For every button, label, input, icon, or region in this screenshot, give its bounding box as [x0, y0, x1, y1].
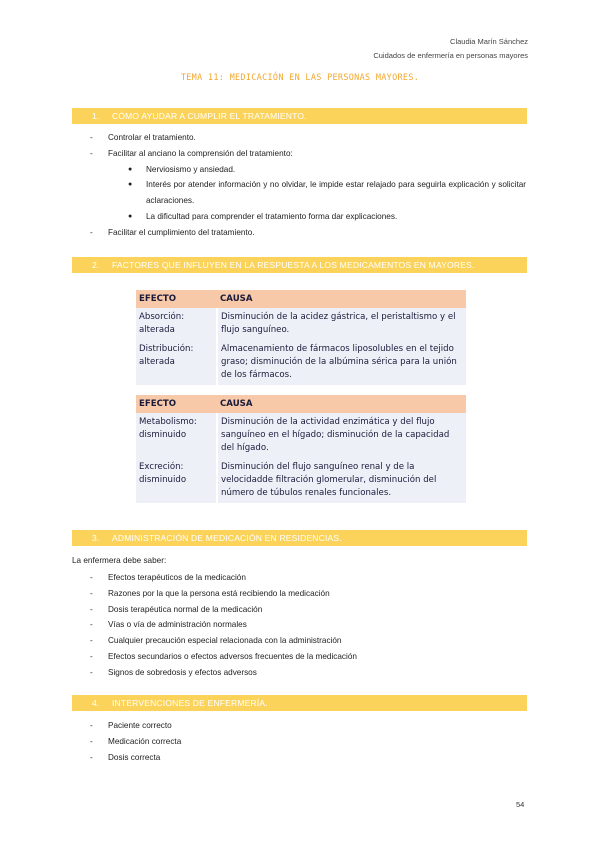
table-row — [136, 340, 466, 385]
page-number: 54 — [516, 800, 525, 809]
table-cell: Distribución: alterada — [136, 340, 217, 385]
section-heading-1 — [72, 108, 527, 124]
list-item: - Razones por la que la persona está recibiendo la medicación — [90, 588, 330, 598]
section-1-list — [90, 130, 526, 241]
list-item: - Vías o vía de administración normales — [90, 620, 247, 630]
column-header: CAUSA — [217, 395, 466, 413]
list-item: - Cualquier precaución especial relacionada con la administración — [90, 636, 342, 646]
list-item: - Controlar el tratamiento. — [90, 133, 196, 142]
sub-list-item: ● La dificultad para comprender el tratamiento forma dar explicaciones. — [128, 211, 398, 221]
header-course: Cuidados de enfermería en personas mayores — [373, 51, 528, 60]
list-item: - Facilitar al anciano la comprensión del tratamiento: — [90, 148, 293, 158]
page-title: TEMA 11: MEDICACIÓN EN LAS PERSONAS MAYORES. — [180, 73, 420, 83]
sub-list-item: ● Interés por atender información y no olvidar, le impide estar relajado para seguirla explicación y solicitar aclaraciones. — [128, 180, 526, 206]
section-number: 3. — [92, 533, 100, 543]
list-item: - Facilitar el cumplimiento del tratamiento. — [90, 227, 255, 237]
table-row — [136, 308, 466, 340]
sub-list-item: ● Nerviosismo y ansiedad. — [128, 164, 236, 174]
section-label: CÓMO AYUDAR A CUMPLIR EL TRATAMIENTO. — [112, 111, 307, 121]
column-header: EFECTO — [136, 395, 217, 413]
list-item: - Paciente correcto — [90, 721, 172, 730]
section-label: INTERVENCIONES DE ENFERMERÍA. — [112, 698, 268, 708]
table-cell: Excreción: disminuido — [136, 458, 217, 503]
section-heading-4 — [72, 695, 527, 711]
list-item: - Dosis correcta — [90, 752, 161, 762]
table-cell: Almacenamiento de fármacos liposolubles en el tejido graso; disminución de la albúmina sérica para la unión de los fármacos. — [217, 340, 466, 385]
header-author: Claudia Marín Sánchez — [450, 37, 528, 46]
column-header: CAUSA — [217, 290, 466, 308]
section-label: ADMINISTRACIÓN DE MEDICACIÓN EN RESIDENCIAS. — [112, 533, 342, 543]
table-header-row — [136, 290, 466, 308]
table-cell: Disminución de la acidez gástrica, el peristaltismo y el flujo sanguíneo. — [217, 308, 466, 340]
table-cell: Disminución del flujo sanguíneo renal y de la velocidadde filtración glomerular, disminución del número de túbulos renales funcionales. — [217, 458, 466, 503]
table-cell: Disminución de la actividad enzimática y del flujo sanguíneo en el hígado; disminución de la capacidad del hígado. — [217, 413, 466, 458]
effects-table-2 — [136, 395, 466, 503]
section-heading-2 — [72, 257, 527, 273]
list-item: - Medicación correcta — [90, 736, 182, 746]
section-4-list — [90, 718, 526, 765]
section-heading-3 — [72, 530, 527, 546]
list-item: - Efectos secundarios o efectos adversos frecuentes de la medicación — [90, 651, 357, 661]
table-header-row — [136, 395, 466, 413]
section-number: 2. — [92, 260, 100, 270]
table-row — [136, 458, 466, 503]
section-label: FACTORES QUE INFLUYEN EN LA RESPUESTA A LOS MEDICAMENTOS EN MAYORES. — [112, 260, 475, 270]
section-3-list — [90, 570, 526, 681]
section-3-intro: La enfermera debe saber: — [72, 556, 167, 565]
table-cell: Absorción: alterada — [136, 308, 217, 340]
column-header: EFECTO — [136, 290, 217, 308]
table-row — [136, 413, 466, 458]
list-item: - Signos de sobredosis y efectos adversos — [90, 667, 257, 677]
effects-table-1 — [136, 290, 466, 385]
list-item: - Dosis terapéutica normal de la medicación — [90, 604, 263, 614]
table-cell: Metabolismo: disminuido — [136, 413, 217, 458]
section-number: 4. — [92, 698, 100, 708]
list-item: - Efectos terapéuticos de la medicación — [90, 573, 246, 582]
section-number: 1. — [92, 111, 100, 121]
